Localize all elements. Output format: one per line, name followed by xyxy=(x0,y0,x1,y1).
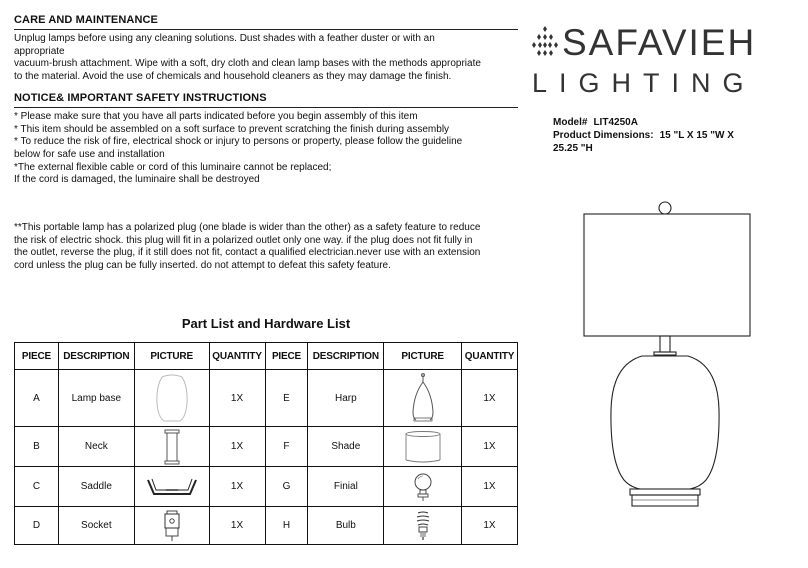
picture-cell xyxy=(384,467,462,507)
notice-line: If the cord is damaged, the luminaire shall be destroyed xyxy=(14,174,260,186)
table-row xyxy=(15,427,518,467)
col-header: PICTURE xyxy=(134,343,209,370)
lamp-base-plinth xyxy=(630,489,700,495)
lamp-base-icon xyxy=(155,373,189,423)
col-header: PIECE xyxy=(15,343,59,370)
quantity-cell: 1X xyxy=(209,507,265,545)
model-label: Model# xyxy=(553,117,588,128)
lamp-shade xyxy=(584,214,750,336)
quantity-cell: 1X xyxy=(461,427,517,467)
polarized-plug-warning xyxy=(14,222,518,273)
finial-icon xyxy=(412,471,434,503)
care-line: appropriate xyxy=(14,45,65,57)
description-cell: Harp xyxy=(308,370,384,427)
notice-text xyxy=(14,111,518,187)
piece-cell: F xyxy=(265,427,308,467)
notice-line: * This item should be assembled on a soft surface to prevent scratching the finish during assembly xyxy=(14,123,450,135)
table-row xyxy=(15,467,518,507)
dims-line xyxy=(553,129,793,142)
piece-cell: D xyxy=(15,507,59,545)
col-header: QUANTITY xyxy=(209,343,265,370)
brand-name: SAFAVIEH xyxy=(562,22,757,63)
lamp-finial xyxy=(659,202,671,214)
col-header: DESCRIPTION xyxy=(58,343,134,370)
chandelier-mark-icon xyxy=(530,24,560,64)
quantity-cell: 1X xyxy=(209,427,265,467)
description-cell: Neck xyxy=(58,427,134,467)
description-cell: Socket xyxy=(58,507,134,545)
piece-cell: E xyxy=(265,370,308,427)
piece-cell: B xyxy=(15,427,59,467)
notice-line: * Please make sure that you have all parts indicated before you begin assembly of this item xyxy=(14,110,418,122)
piece-cell: C xyxy=(15,467,59,507)
care-line: vacuum-brush attachment. Wipe with a soft, dry cloth and clean lamp bases with the methods appropriate xyxy=(14,58,481,70)
description-cell: Bulb xyxy=(308,507,384,545)
warning-line: **This portable lamp has a polarized plug (one blade is wider than the other) as a safety feature to reduce xyxy=(14,222,481,233)
notice-title: NOTICE& IMPORTANT SAFETY INSTRUCTIONS xyxy=(14,92,518,108)
col-header: PIECE xyxy=(265,343,308,370)
warning-line: the outlet, reverse the plug, if it still does not fit, contact a qualified electrician.never use with an extension xyxy=(14,247,481,259)
dims-value-2: 25.25 "H xyxy=(553,143,593,154)
safavieh-logo xyxy=(530,20,796,100)
model-line xyxy=(553,116,793,129)
quantity-cell: 1X xyxy=(209,467,265,507)
product-spec xyxy=(553,116,793,155)
picture-cell xyxy=(134,370,209,427)
lamp-illustration xyxy=(580,200,760,520)
col-header: DESCRIPTION xyxy=(308,343,384,370)
model-value: LIT4250A xyxy=(593,117,638,128)
lamp-neck xyxy=(660,336,670,352)
care-title: CARE AND MAINTENANCE xyxy=(14,14,518,30)
saddle-icon xyxy=(146,474,198,500)
col-header: QUANTITY xyxy=(461,343,517,370)
instructions xyxy=(14,14,518,187)
piece-cell: H xyxy=(265,507,308,545)
quantity-cell: 1X xyxy=(461,467,517,507)
quantity-cell: 1X xyxy=(461,370,517,427)
dims-value: 15 "L X 15 "W X xyxy=(659,130,734,141)
parts-title: Part List and Hardware List xyxy=(181,316,351,331)
dims-label: Product Dimensions: xyxy=(553,130,654,141)
picture-cell xyxy=(134,467,209,507)
picture-cell xyxy=(384,427,462,467)
piece-cell: A xyxy=(15,370,59,427)
picture-cell xyxy=(384,370,462,427)
care-text xyxy=(14,33,518,84)
notice-line: * To reduce the risk of fire, electrical shock or injury to persons or property, please follow the guideline xyxy=(14,136,463,148)
shade-icon xyxy=(403,430,443,464)
brand-subtitle: LIGHTING xyxy=(532,68,756,98)
description-cell: Finial xyxy=(308,467,384,507)
notice-line: below for safe use and installation xyxy=(14,148,165,160)
table-header-row xyxy=(15,343,518,370)
picture-cell xyxy=(134,427,209,467)
description-cell: Lamp base xyxy=(58,370,134,427)
table-row xyxy=(15,507,518,545)
piece-cell: G xyxy=(265,467,308,507)
parts-table xyxy=(14,342,518,545)
description-cell: Shade xyxy=(308,427,384,467)
care-line: Unplug lamps before using any cleaning solutions. Dust shades with a feather duster or with an xyxy=(14,33,435,44)
lamp-body xyxy=(611,356,719,489)
bulb-icon xyxy=(413,510,433,542)
warning-line: the risk of electric shock. this plug will fit in a polarized outlet only one way. if the plug does not fit fully in xyxy=(14,234,473,246)
quantity-cell: 1X xyxy=(209,370,265,427)
care-line: to the material. Avoid the use of chemicals and household cleaners as they may damage the finish. xyxy=(14,71,452,83)
notice-line: *The external flexible cable or cord of this luminaire cannot be replaced; xyxy=(14,161,332,173)
description-cell: Saddle xyxy=(58,467,134,507)
socket-icon xyxy=(162,510,182,542)
quantity-cell: 1X xyxy=(461,507,517,545)
harp-icon xyxy=(408,372,438,424)
warning-line: cord unless the plug can be fully inserted. do not attempt to defeat this safety feature. xyxy=(14,260,391,272)
neck-icon xyxy=(162,429,182,465)
picture-cell xyxy=(134,507,209,545)
col-header: PICTURE xyxy=(384,343,462,370)
picture-cell xyxy=(384,507,462,545)
table-row xyxy=(15,370,518,427)
